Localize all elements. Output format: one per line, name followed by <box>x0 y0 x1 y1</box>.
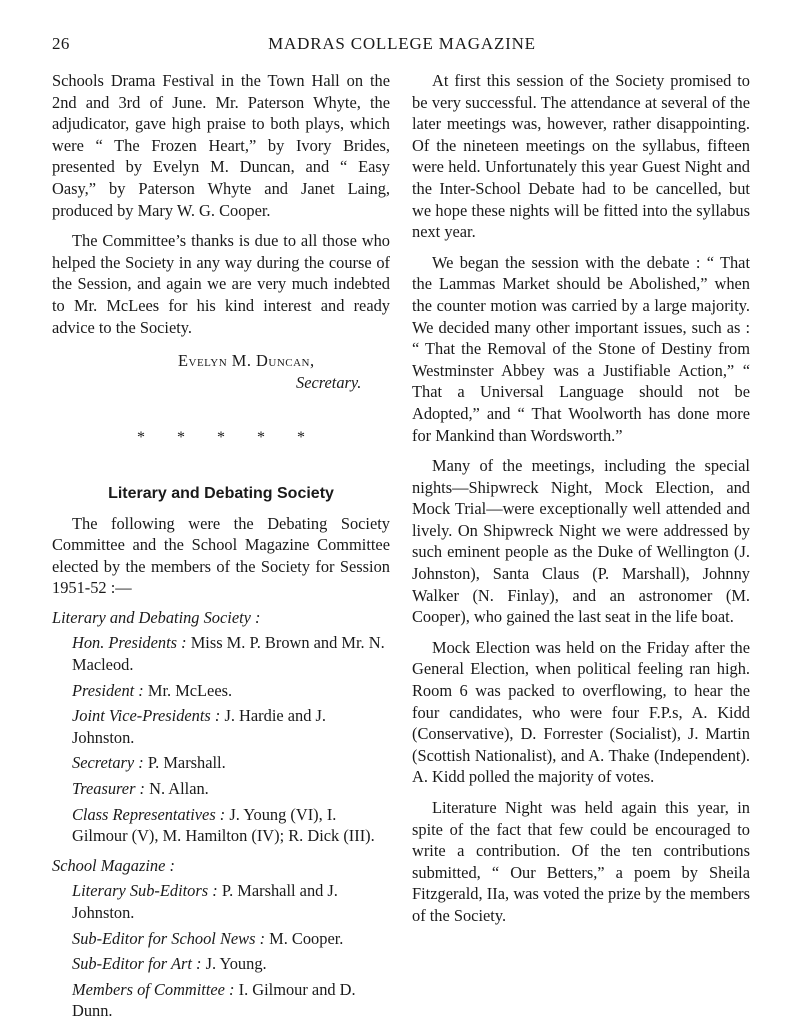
committee-entry <box>52 632 390 675</box>
committee-entry-text <box>72 804 390 847</box>
drama-festival-paragraph: Schools Drama Festival in the Town Hall on the 2nd and 3rd of June. Mr. Paterson Whyte, the adjudicator, gave high praise to both plays, which were “ The Frozen Heart,” by Ivory Brides, presented by Evelyn M. Duncan, and “ Easy Oasy,” by Paterson Whyte and Janet Laing, produced by Mary W. G. Cooper. <box>52 71 390 220</box>
committee-entry-text <box>72 632 390 675</box>
magazine-committee-heading: School Magazine : <box>52 855 175 875</box>
committee-entry-text <box>72 880 390 923</box>
section-divider-stars: * * * * * <box>137 429 319 447</box>
committee-members: P. Marshall and J. Johnston. <box>72 881 338 922</box>
committee-role: President : <box>72 680 144 700</box>
signature-name: Evelyn M. Duncan, <box>178 351 315 371</box>
committee-entry-text <box>72 953 390 975</box>
committee-entry <box>52 880 390 923</box>
committee-members: Mr. McLees. <box>147 680 233 700</box>
left-column <box>52 70 390 1022</box>
committee-role: Hon. Presidents : <box>72 633 187 653</box>
committee-entry-text <box>72 752 390 774</box>
committee-members: P. Marshall. <box>147 753 226 773</box>
committee-role: Joint Vice-Presidents : <box>72 706 221 726</box>
committee-entry <box>52 752 390 774</box>
committee-members: M. Cooper. <box>269 928 344 948</box>
magazine-committee-list <box>52 880 390 1022</box>
signature-block <box>52 350 390 393</box>
committee-members: Miss M. P. Brown and Mr. N. Macleod. <box>72 633 385 675</box>
committee-entry <box>52 953 390 975</box>
session-summary-paragraph: At first this session of the Society promised to be very successful. The attendance at several of the later meetings was, however, rather disappointing. Of the nineteen meetings on the syllabus, fifteen were held. Unfortunately this year Guest Night and the Inter-School Debate had to be cancelled, but we hope these nights will be fitted into the syllabus next year. <box>412 71 750 242</box>
right-column <box>412 70 750 927</box>
committee-entry <box>52 778 390 800</box>
lds-committee-list <box>52 632 390 846</box>
committee-entry <box>52 705 390 748</box>
literature-night-paragraph: Literature Night was held again this year, in spite of the fact that few could be encouraged to write a contribution. Of the ten contributions submitted, “ Our Betters,” a poem by Sheila Fitzgerald, IIa, was voted the prize by the members of the Society. <box>412 798 750 925</box>
committee-entry-text <box>72 928 390 950</box>
committee-role: Members of Committee : <box>72 979 235 999</box>
committee-role: Treasurer : <box>72 779 146 799</box>
committee-entry-text <box>72 778 390 800</box>
committee-entry <box>52 680 390 702</box>
committee-entry <box>52 979 390 1022</box>
page-number: 26 <box>52 34 70 53</box>
committee-role: Sub-Editor for School News : <box>72 928 266 948</box>
committee-entry-text <box>72 979 390 1022</box>
lds-committee-heading: Literary and Debating Society : <box>52 607 261 627</box>
committee-entry <box>52 804 390 847</box>
committee-role: Literary Sub-Editors : <box>72 881 218 901</box>
committee-role: Sub-Editor for Art : <box>72 954 202 974</box>
committee-entry <box>52 928 390 950</box>
committee-entry-text <box>72 680 390 702</box>
committee-role: Class Representatives : <box>72 804 226 824</box>
committee-members: J. Hardie and J. Johnston. <box>72 706 326 747</box>
section-heading: Literary and Debating Society <box>108 484 334 502</box>
committee-thanks-paragraph: The Committee’s thanks is due to all those who helped the Society in any way during the course of the Session, and again we are very much indebted to Mr. McLees for his kind interest and ready advice to the Society. <box>52 231 390 337</box>
committee-members: I. Gilmour and D. Dunn. <box>72 979 356 1021</box>
signature-title: Secretary. <box>296 372 362 392</box>
mock-election-paragraph: Mock Election was held on the Friday after the General Election, when political feeling ran high. Room 6 was packed to overflowing, to hear the four candidates, who were four F.P.s, A. Kidd (Conservative), D. Forrester (Socialist), J. Martin (Scottish Nationalist), and A. Thake (Independent). A. Kidd polled the majority of votes. <box>412 637 750 787</box>
page-header <box>52 34 752 56</box>
section-intro-paragraph: The following were the Debating Society Committee and the School Magazine Committee elected by the members of the Society for Session 1951-52 :— <box>52 513 390 598</box>
running-title: MADRAS COLLEGE MAGAZINE <box>268 34 536 53</box>
debates-paragraph: We began the session with the debate : “ That the Lammas Market should be Abolished,” when the counter motion was carried by a large majority. We decided many other important issues, such as : “ That the Removal of the Stone of Destiny from Westminster Abbey was a Justifiable Action,” “ That a Universal Language should not be Adopted,” and “ That Woolworth has done more for Mankind than Wordsworth.” <box>412 252 750 445</box>
special-nights-paragraph: Many of the meetings, including the special nights—Shipwreck Night, Mock Election, and Mock Trial—were exceptionally well attended and lively. On Shipwreck Night we were addressed by such eminent people as the Duke of Wellington (J. Johnston), Santa Claus (P. Marshall), Johnny Walker (N. Finlay), and an astronomer (M. Cooper), who gained the last seat in the life boat. <box>412 456 750 627</box>
committee-role: Secretary : <box>72 753 144 773</box>
committee-entry-text <box>72 705 390 748</box>
committee-members: J. Young (VI), I. Gilmour (V), M. Hamilton (IV); R. Dick (III). <box>72 804 375 846</box>
committee-members: J. Young. <box>205 954 267 974</box>
committee-members: N. Allan. <box>149 779 209 799</box>
